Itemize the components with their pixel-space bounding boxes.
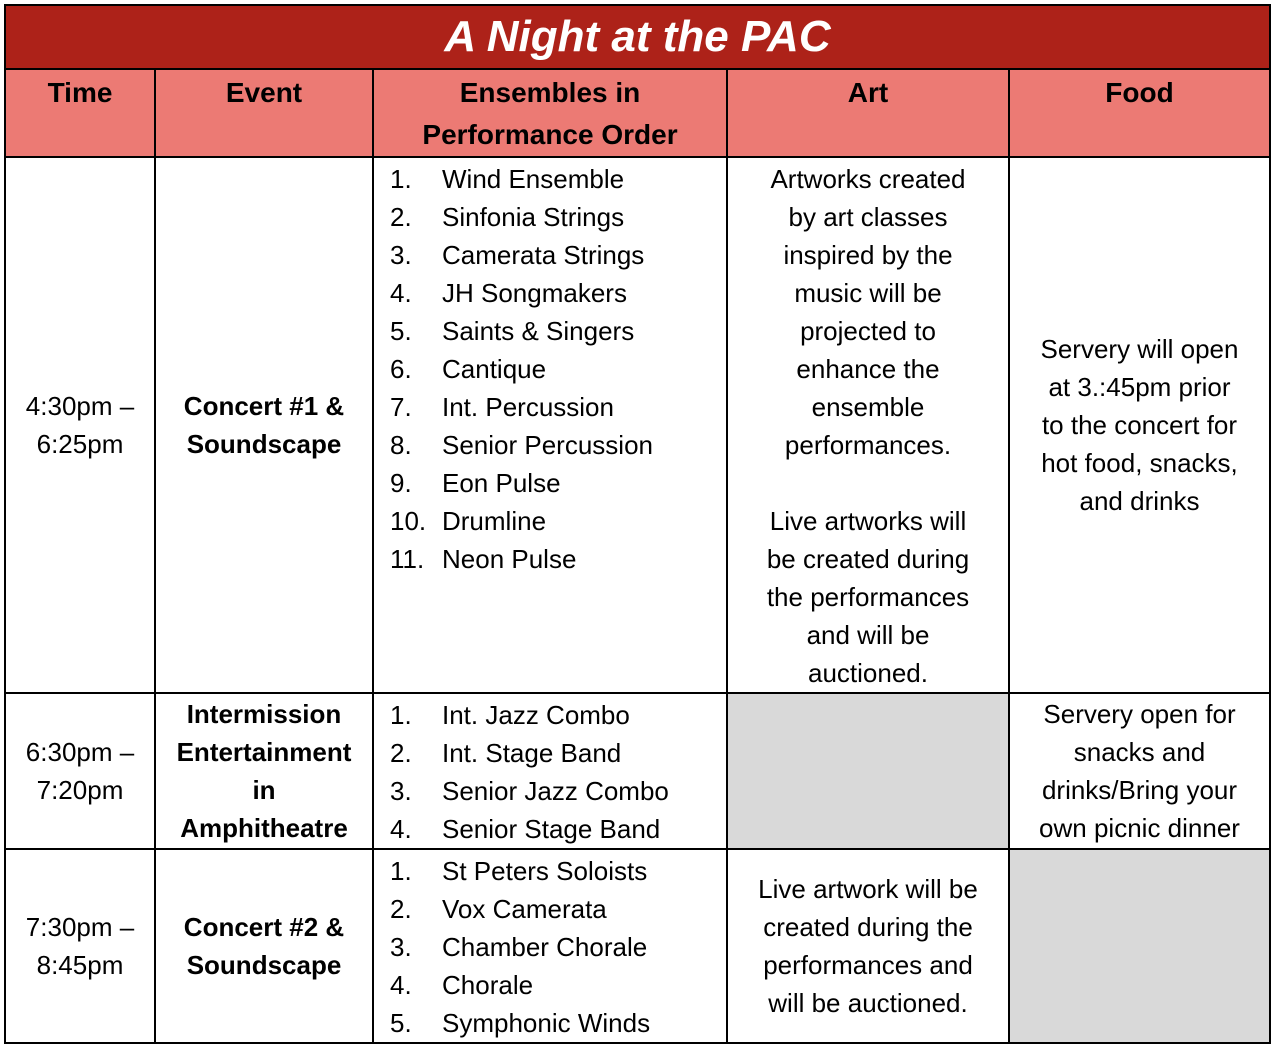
art-line: projected to (800, 316, 936, 346)
ensemble-name: Senior Jazz Combo (442, 776, 669, 806)
time-cell (5, 849, 155, 1043)
food-line: Servery open for (1043, 699, 1236, 729)
food-line: to the concert for (1041, 410, 1238, 440)
ensemble-list (374, 160, 726, 578)
schedule-document (4, 4, 1269, 1038)
list-item (390, 160, 726, 198)
list-item (390, 1004, 726, 1042)
art-line: created during the (763, 912, 973, 942)
event-line: Intermission (186, 699, 342, 729)
art-line: Live artworks will (769, 506, 967, 536)
art-cell-empty (727, 693, 1009, 849)
list-item (390, 772, 726, 810)
list-number: 3. (390, 240, 412, 270)
ensemble-list (374, 696, 726, 848)
art-line: performances and (763, 950, 973, 980)
art-line: be created during (766, 544, 970, 574)
ensemble-name: Chorale (442, 970, 534, 1000)
header-art: Art (727, 69, 1009, 157)
ensemble-name: Neon Pulse (442, 544, 577, 574)
art-line: Live artwork will be (758, 874, 978, 904)
art-line: and will be (806, 620, 930, 650)
list-item (390, 734, 726, 772)
list-item (390, 966, 726, 1004)
ensemble-name: JH Songmakers (442, 278, 627, 308)
list-item (390, 852, 726, 890)
list-number: 2. (390, 202, 412, 232)
art-line: performances. (784, 430, 952, 460)
art-line: will be auctioned. (768, 988, 968, 1018)
ensemble-name: Camerata Strings (442, 240, 645, 270)
list-number: 10. (390, 506, 427, 536)
ensemble-name: Drumline (442, 506, 547, 536)
table-row-intermission (5, 693, 1270, 849)
list-number: 6. (390, 354, 412, 384)
ensemble-name: Symphonic Winds (442, 1008, 651, 1038)
event-line: in (252, 775, 276, 805)
ensemble-name: Eon Pulse (442, 468, 561, 498)
art-line: Artworks created (770, 164, 966, 194)
event-line: Amphitheatre (180, 813, 348, 843)
list-item (390, 426, 726, 464)
event-cell (155, 693, 373, 849)
schedule-table (4, 4, 1271, 1044)
event-line: Soundscape (186, 950, 342, 980)
header-row (5, 69, 1270, 157)
list-item (390, 236, 726, 274)
art-line: ensemble (811, 392, 925, 422)
header-ensembles-line1: Ensembles in (459, 77, 641, 108)
header-food: Food (1009, 69, 1270, 157)
ensemble-name: Vox Camerata (442, 894, 607, 924)
food-line: and drinks (1079, 486, 1200, 516)
food-line: Servery will open (1040, 334, 1239, 364)
food-line: own picnic dinner (1039, 813, 1240, 843)
food-cell (1009, 157, 1270, 693)
ensemble-name: Cantique (442, 354, 547, 384)
list-number: 7. (390, 392, 412, 422)
time-end: 7:20pm (36, 775, 124, 805)
list-item (390, 464, 726, 502)
list-number: 8. (390, 430, 412, 460)
event-line: Concert #2 & (183, 912, 345, 942)
event-line: Entertainment (176, 737, 352, 767)
header-ensembles (373, 69, 727, 157)
ensemble-name: Senior Stage Band (442, 814, 661, 844)
blank-line (734, 464, 1002, 502)
ensemble-name: Int. Jazz Combo (442, 700, 630, 730)
food-cell (1009, 693, 1270, 849)
ensembles-cell (373, 849, 727, 1043)
ensemble-name: Chamber Chorale (442, 932, 648, 962)
art-line: by art classes (788, 202, 948, 232)
ensemble-name: Saints & Singers (442, 316, 635, 346)
title-row (5, 5, 1270, 69)
list-number: 5. (390, 1008, 412, 1038)
art-line: auctioned. (808, 658, 928, 688)
time-cell (5, 157, 155, 693)
art-line: enhance the (796, 354, 940, 384)
event-line: Soundscape (186, 429, 342, 459)
ensemble-name: St Peters Soloists (442, 856, 648, 886)
list-item (390, 696, 726, 734)
event-cell (155, 157, 373, 693)
art-cell (727, 849, 1009, 1043)
list-item (390, 274, 726, 312)
list-number: 3. (390, 932, 412, 962)
food-cell-empty (1009, 849, 1270, 1043)
table-row-concert-1 (5, 157, 1270, 693)
art-cell (727, 157, 1009, 693)
list-number: 1. (390, 856, 412, 886)
list-item (390, 928, 726, 966)
time-cell (5, 693, 155, 849)
ensembles-cell (373, 693, 727, 849)
food-line: hot food, snacks, (1041, 448, 1238, 478)
food-line: snacks and (1073, 737, 1206, 767)
art-line: inspired by the (783, 240, 953, 270)
list-number: 3. (390, 776, 412, 806)
table-row-concert-2 (5, 849, 1270, 1043)
list-number: 4. (390, 970, 412, 1000)
ensembles-cell (373, 157, 727, 693)
time-end: 8:45pm (36, 950, 124, 980)
list-item (390, 350, 726, 388)
list-item (390, 810, 726, 848)
time-start: 7:30pm – (25, 912, 135, 942)
list-item (390, 198, 726, 236)
list-number: 2. (390, 894, 412, 924)
food-line: drinks/Bring your (1041, 775, 1238, 805)
list-number: 2. (390, 738, 412, 768)
ensemble-name: Sinfonia Strings (442, 202, 625, 232)
ensemble-name: Wind Ensemble (442, 164, 625, 194)
time-start: 4:30pm – (25, 391, 135, 421)
list-number: 4. (390, 278, 412, 308)
art-line: music will be (794, 278, 942, 308)
ensemble-name: Senior Percussion (442, 430, 653, 460)
event-cell (155, 849, 373, 1043)
list-number: 4. (390, 814, 412, 844)
header-event: Event (155, 69, 373, 157)
list-number: 9. (390, 468, 412, 498)
list-item (390, 312, 726, 350)
ensemble-name: Int. Percussion (442, 392, 614, 422)
food-line: at 3.:45pm prior (1048, 372, 1231, 402)
list-number: 1. (390, 164, 412, 194)
ensemble-list (374, 852, 726, 1042)
list-number: 5. (390, 316, 412, 346)
table-title: A Night at the PAC (5, 5, 1270, 69)
event-line: Concert #1 & (183, 391, 345, 421)
list-number: 11. (390, 544, 425, 574)
list-item (390, 388, 726, 426)
time-end: 6:25pm (36, 429, 124, 459)
list-item (390, 540, 726, 578)
header-ensembles-line2: Performance Order (422, 119, 678, 150)
list-item (390, 502, 726, 540)
list-item (390, 890, 726, 928)
ensemble-name: Int. Stage Band (442, 738, 622, 768)
list-number: 1. (390, 700, 412, 730)
time-start: 6:30pm – (25, 737, 135, 767)
header-time: Time (5, 69, 155, 157)
art-line: the performances (766, 582, 970, 612)
